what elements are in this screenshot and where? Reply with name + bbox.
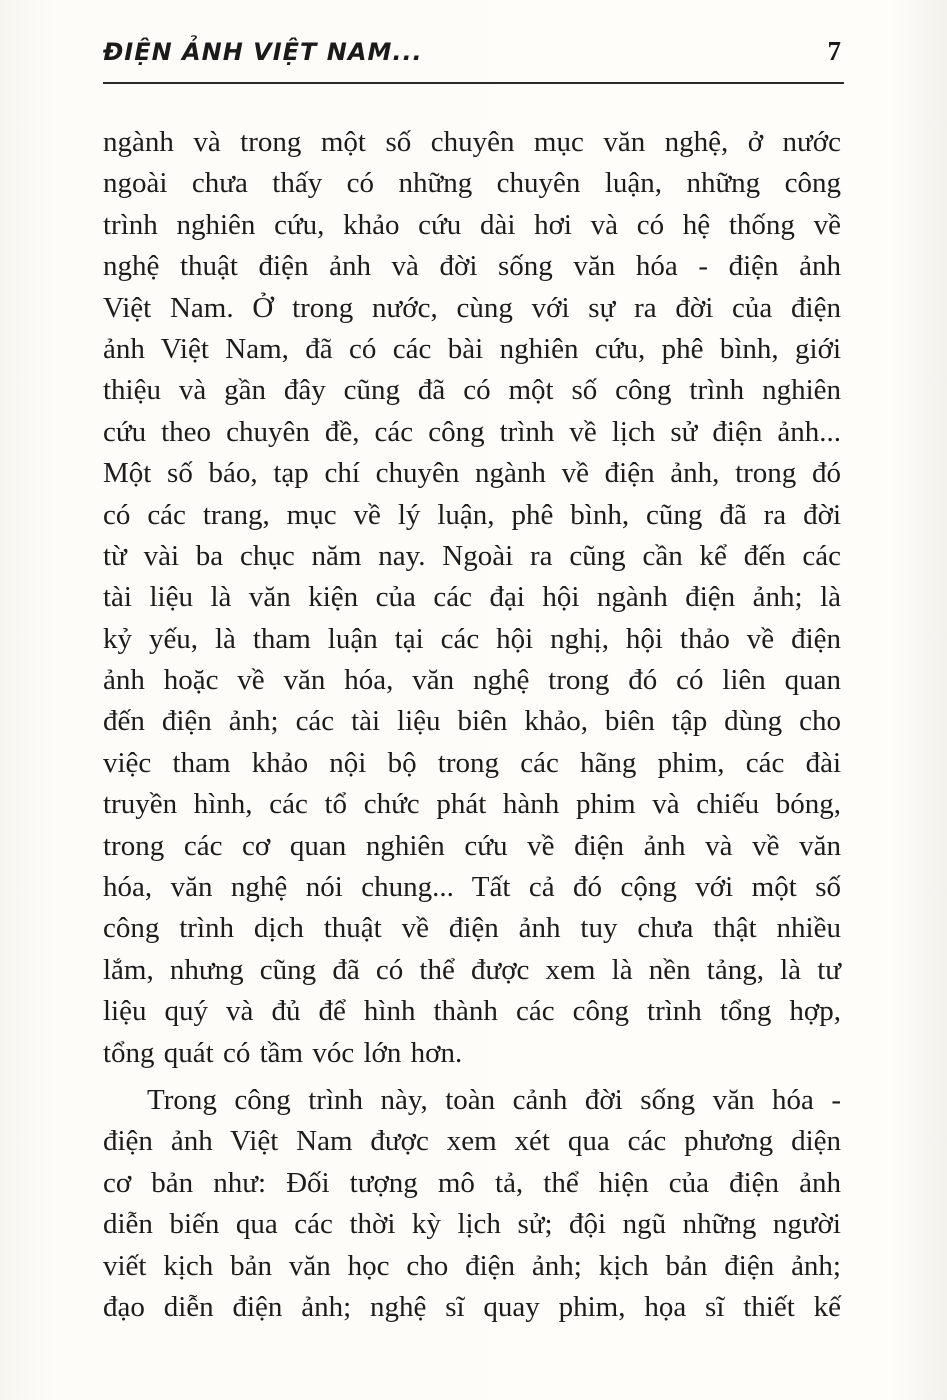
text-line: truyền hình, các tổ chức phát hành phim và chiếu bóng, xyxy=(103,788,841,821)
running-title: ĐIỆN ẢNH VIỆT NAM... xyxy=(103,38,423,66)
text-line: cơ bản như: Đối tượng mô tả, thể hiện của điện ảnh xyxy=(103,1166,841,1199)
text-line: công trình dịch thuật về điện ảnh tuy chưa thật nhiều xyxy=(103,912,841,945)
text-line: hóa, văn nghệ nói chung... Tất cả đó cộng với một số xyxy=(103,871,841,904)
text-line: kỷ yếu, là tham luận tại các hội nghị, hội thảo về điện xyxy=(103,622,841,655)
text-line: từ vài ba chục năm nay. Ngoài ra cũng cần kể đến các xyxy=(103,539,841,572)
text-line: tài liệu là văn kiện của các đại hội ngành điện ảnh; là xyxy=(103,581,841,614)
text-line: liệu quý và đủ để hình thành các công trình tổng hợp, xyxy=(103,995,841,1028)
text-line: việc tham khảo nội bộ trong các hãng phim, các đài xyxy=(103,746,841,779)
paragraph-1 xyxy=(103,122,841,1074)
text-line: điện ảnh Việt Nam được xem xét qua các phương diện xyxy=(103,1125,841,1158)
header-divider xyxy=(103,82,844,84)
text-line: ngoài chưa thấy có những chuyên luận, những công xyxy=(103,167,841,200)
text-line: ảnh hoặc về văn hóa, văn nghệ trong đó có liên quan xyxy=(103,664,841,697)
text-line: nghệ thuật điện ảnh và đời sống văn hóa - điện ảnh xyxy=(103,250,841,283)
text-line: ngành và trong một số chuyên mục văn nghệ, ở nước xyxy=(103,126,841,158)
page-number: 7 xyxy=(827,36,841,66)
text-line: diễn biến qua các thời kỳ lịch sử; đội ngũ những người xyxy=(103,1208,841,1241)
text-line: Một số báo, tạp chí chuyên ngành về điện ảnh, trong đó xyxy=(103,457,841,490)
page-header xyxy=(103,38,843,82)
text-line: Việt Nam. Ở trong nước, cùng với sự ra đời của điện xyxy=(103,291,841,324)
text-line: cứu theo chuyên đề, các công trình về lịch sử điện ảnh... xyxy=(103,415,841,448)
text-line: đến điện ảnh; các tài liệu biên khảo, biên tập dùng cho xyxy=(103,705,841,738)
text-line: lắm, nhưng cũng đã có thể được xem là nền tảng, là tư xyxy=(103,953,841,986)
text-line: tổng quát có tầm vóc lớn hơn. xyxy=(103,1036,463,1069)
text-line: viết kịch bản văn học cho điện ảnh; kịch bản điện ảnh; xyxy=(103,1249,841,1282)
text-line: ảnh Việt Nam, đã có các bài nghiên cứu, phê bình, giới xyxy=(103,332,841,365)
text-line: thiệu và gần đây cũng đã có một số công trình nghiên xyxy=(103,374,841,407)
text-line: Trong công trình này, toàn cảnh đời sống văn hóa - xyxy=(147,1083,841,1116)
paragraph-2 xyxy=(103,1080,841,1328)
text-line: trình nghiên cứu, khảo cứu dài hơi và có hệ thống về xyxy=(103,208,841,241)
text-line: có các trang, mục về lý luận, phê bình, cũng đã ra đời xyxy=(103,498,841,531)
body-text xyxy=(103,122,841,1328)
text-line: trong các cơ quan nghiên cứu về điện ảnh và về văn xyxy=(103,829,841,862)
text-line: đạo diễn điện ảnh; nghệ sĩ quay phim, họa sĩ thiết kế xyxy=(103,1290,841,1323)
